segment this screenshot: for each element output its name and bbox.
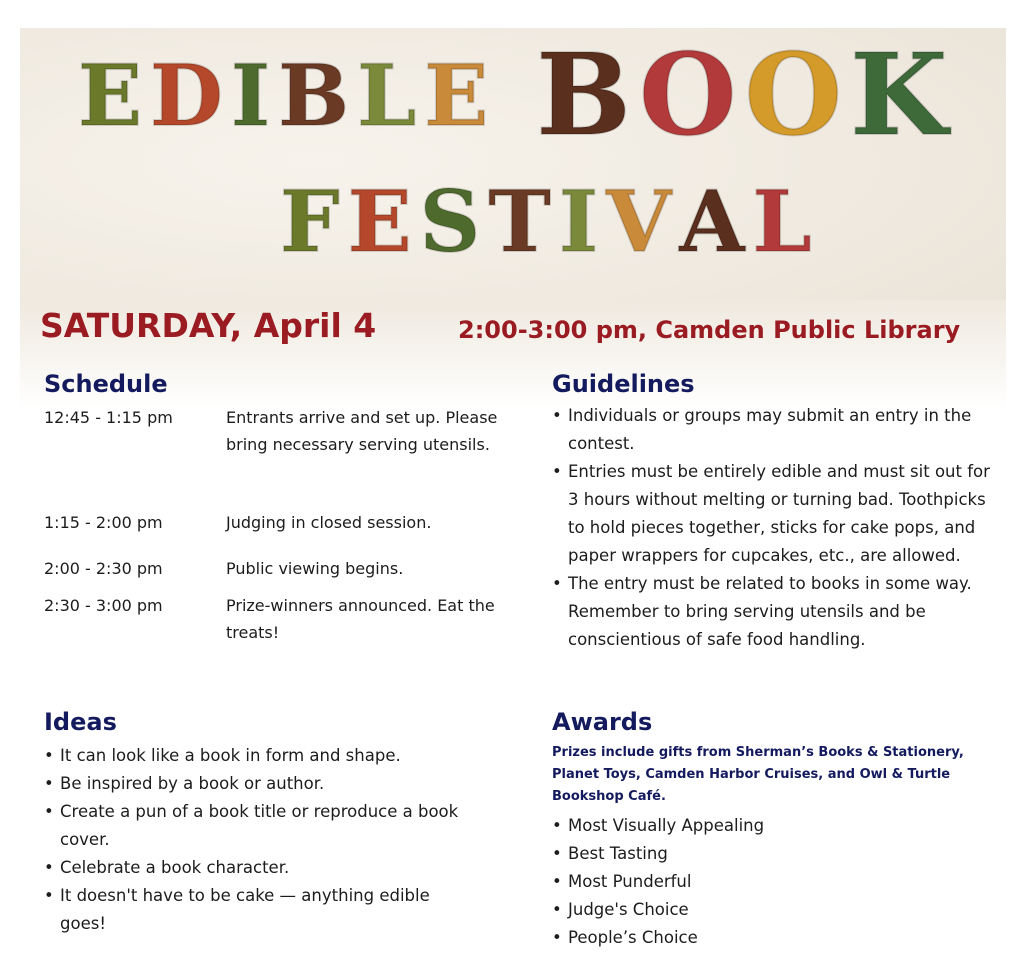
schedule-time: 2:30 - 3:00 pm — [44, 596, 163, 615]
schedule-desc: Public viewing begins. — [226, 559, 404, 578]
title-letter: O — [744, 30, 845, 161]
title-letter: E — [78, 46, 145, 145]
event-time-place: 2:00-3:00 pm, Camden Public Library — [458, 316, 961, 344]
guidelines-list — [552, 402, 992, 654]
title-letter: I — [558, 172, 601, 271]
event-date: SATURDAY, April 4 — [40, 306, 377, 345]
title-letter: B — [278, 46, 352, 145]
title-letter: D — [150, 46, 225, 145]
title-letter: E — [424, 46, 491, 145]
list-item: • The entry must be related to books in some way. Remember to bring serving utensils and be conscientious of safe food handling. — [552, 570, 992, 654]
title-edible-book — [78, 30, 950, 161]
schedule-desc: Prize-winners announced. Eat the treats! — [226, 596, 495, 642]
title-letter: S — [419, 172, 483, 271]
schedule-desc: Judging in closed session. — [226, 513, 432, 532]
list-item: • Best Tasting — [552, 840, 992, 868]
ideas-list — [44, 742, 464, 938]
title-letter: L — [752, 172, 814, 271]
title-letter: V — [606, 172, 674, 271]
title-letter: K — [850, 30, 950, 161]
title-letter: T — [488, 172, 553, 271]
ideas-heading: Ideas — [44, 708, 117, 736]
title-letter: L — [357, 46, 419, 145]
list-item: • Be inspired by a book or author. — [44, 770, 464, 798]
schedule-row — [44, 404, 524, 458]
list-item: • Create a pun of a book title or reproduce a book cover. — [44, 798, 464, 854]
list-item: • It can look like a book in form and shape. — [44, 742, 464, 770]
title-letter: F — [280, 172, 342, 271]
list-item: • It doesn't have to be cake — anything edible goes! — [44, 882, 464, 938]
title-letter: E — [347, 172, 414, 271]
list-item: • Judge's Choice — [552, 896, 992, 924]
schedule-time: 2:00 - 2:30 pm — [44, 559, 163, 578]
list-item: • Celebrate a book character. — [44, 854, 464, 882]
title-letter: I — [230, 46, 273, 145]
title-festival — [280, 172, 814, 271]
awards-list — [552, 812, 992, 952]
list-item: • Entries must be entirely edible and must sit out for 3 hours without melting or turning bad. Toothpicks to hold pieces together, sticks for cake pops, and paper wrappers for cupcakes, etc., are allowed. — [552, 458, 992, 570]
title-letter: B — [536, 30, 633, 161]
schedule-heading: Schedule — [44, 370, 168, 398]
schedule-row — [44, 592, 524, 646]
awards-heading: Awards — [552, 708, 653, 736]
schedule-desc: Entrants arrive and set up. Please bring necessary serving utensils. — [226, 408, 498, 454]
schedule-time: 12:45 - 1:15 pm — [44, 408, 173, 427]
title-letter: O — [638, 30, 739, 161]
schedule-time: 1:15 - 2:00 pm — [44, 513, 163, 532]
list-item: • Individuals or groups may submit an entry in the contest. — [552, 402, 992, 458]
title-letter: A — [679, 172, 747, 271]
list-item: • Most Punderful — [552, 868, 992, 896]
awards-intro: Prizes include gifts from Sherman’s Books & Stationery, Planet Toys, Camden Harbor Cruises, and Owl & Turtle Bookshop Café. — [552, 745, 964, 804]
list-item: • Most Visually Appealing — [552, 812, 992, 840]
schedule-row — [44, 555, 524, 582]
list-item: • People’s Choice — [552, 924, 992, 952]
guidelines-heading: Guidelines — [552, 370, 695, 398]
schedule-row — [44, 509, 524, 536]
